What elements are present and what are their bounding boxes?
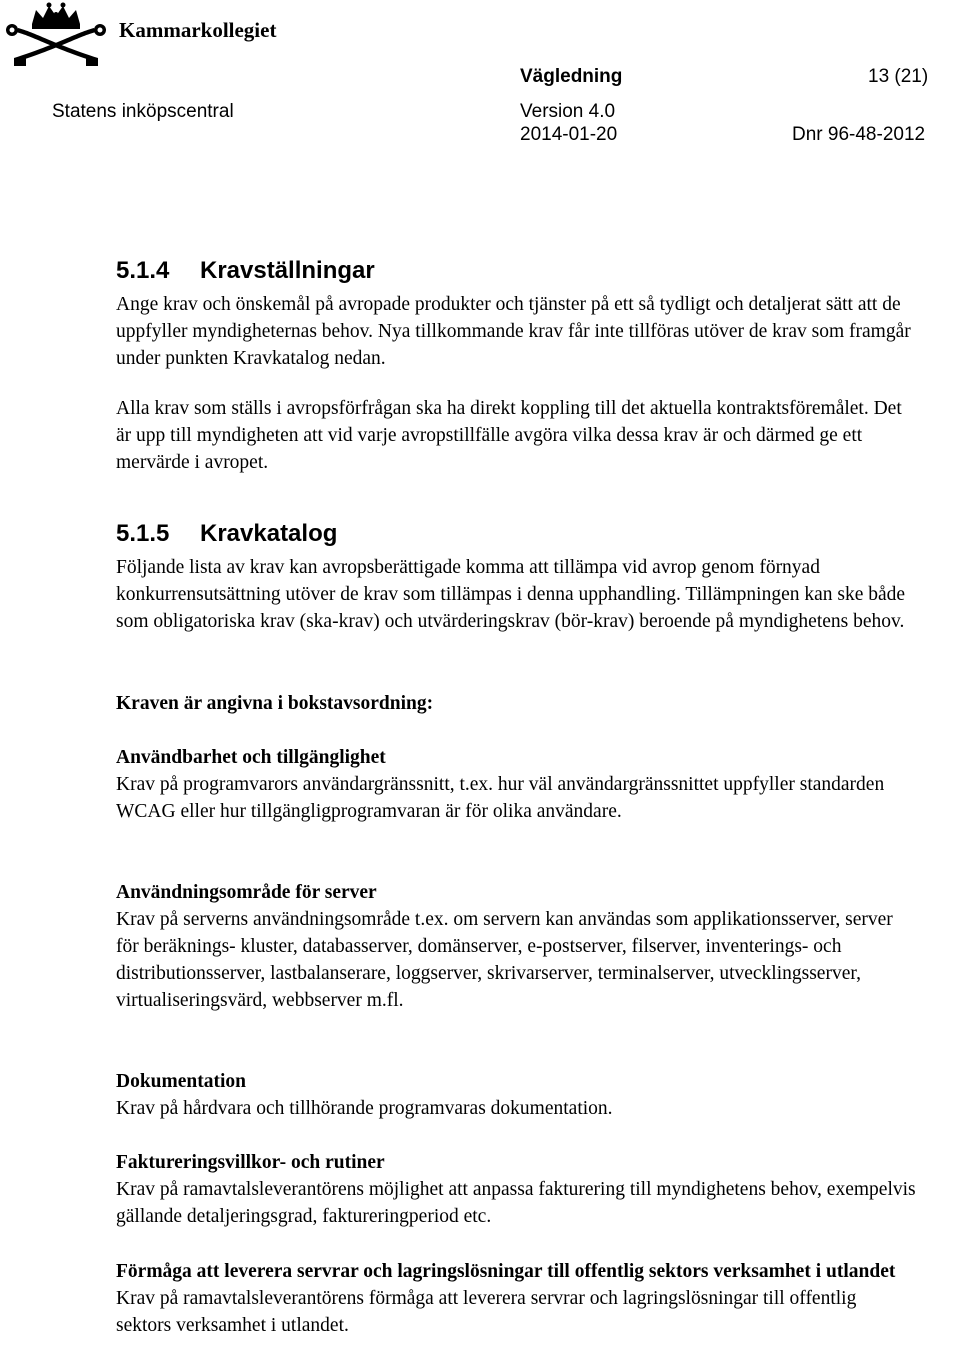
section-number: 5.1.5	[116, 520, 170, 547]
document-type: Vägledning	[520, 66, 623, 87]
unit-name: Statens inköpscentral	[52, 101, 234, 122]
section-body-kravkatalog	[116, 554, 916, 635]
page-number: 13 (21)	[868, 66, 929, 87]
organization-name: Kammarkollegiet	[119, 18, 277, 42]
section-heading-kravkatalog	[116, 519, 337, 549]
catalog-item-text: Krav på ramavtalsleverantörens förmåga att leverera servrar och lagringslösningar till offentlig sektors verksamhet i utlandet.	[116, 1288, 857, 1336]
kammarkollegiet-crown-logo	[2, 2, 110, 72]
catalog-item-text: Krav på serverns användningsområde t.ex. om servern kan användas som applikationsserver, server för beräknings- kluster, databasserver, domänserver, e-postserver, filserver, inventerings- och distributionsserver, lastbalanserare, loggserver, skrivarserver, terminalserver, utvecklingsserver, virtualiseringsvärd, webbserver m.fl.	[116, 909, 893, 1011]
catalog-item-title: Faktureringsvillkor- och rutiner	[116, 1152, 385, 1173]
catalog-item-title: Användningsområde för server	[116, 882, 377, 903]
catalog-lead: Kraven är angivna i bokstavsordning:	[116, 693, 434, 714]
catalog-item-text: Krav på hårdvara och tillhörande programvaras dokumentation.	[116, 1098, 613, 1119]
catalog-item-anvandbarhet	[116, 744, 916, 825]
catalog-item-title: Dokumentation	[116, 1071, 247, 1092]
registration-number: Dnr 96-48-2012	[792, 124, 926, 145]
catalog-item-text: Krav på ramavtalsleverantörens möjlighet att anpassa fakturering till myndighetens behov, exempelvis gällande detaljeringsgrad, faktureringperiod etc.	[116, 1179, 916, 1227]
catalog-item-fakturering	[116, 1149, 916, 1230]
section-title: Kravkatalog	[200, 520, 338, 547]
section-body-kravstallningar	[116, 291, 916, 476]
paragraph: Alla krav som ställs i avropsförfrågan ska ha direkt koppling till det aktuella kontraktsföremålet. Det är upp till myndigheten att vid varje avropstillfälle avgöra vilka dessa krav är och därmed ge ett mervärde i avropet.	[116, 398, 902, 473]
catalog-item-anvandningsomrade	[116, 879, 916, 1014]
paragraph: Ange krav och önskemål på avropade produkter och tjänster på ett så tydligt och detaljerat sätt att de uppfyller myndigheternas behov. Nya tillkommande krav får inte tillföras utöver de krav som framgår under punkten Kravkatalog nedan.	[116, 294, 911, 369]
section-heading-kravstallningar	[116, 256, 375, 286]
catalog-item-dokumentation	[116, 1068, 916, 1122]
document-version: Version 4.0	[520, 101, 616, 122]
section-title: Kravställningar	[200, 257, 375, 284]
paragraph: Följande lista av krav kan avropsberättigade komma att tillämpa vid avrop genom förnyad konkurrensutsättning utöver de krav som tillämpas i denna upphandling. Tillämpningen kan ske både som obligatoriska krav (ska-krav) och utvärderingskrav (bör-krav) beroende på myndighetens behov.	[116, 557, 906, 632]
catalog-item-title: Förmåga att leverera servrar och lagringslösningar till offentlig sektors verksamhet i utlandet	[116, 1261, 896, 1282]
catalog-item-title: Användbarhet och tillgänglighet	[116, 747, 386, 768]
document-date: 2014-01-20	[520, 124, 618, 145]
section-number: 5.1.4	[116, 257, 170, 284]
catalog-item-formaga-leverera	[116, 1258, 906, 1339]
catalog-item-text: Krav på programvarors användargränssnitt, t.ex. hur väl användargränssnittet uppfyller standarden WCAG eller hur tillgängligprogramvaran är för olika användare.	[116, 774, 885, 822]
